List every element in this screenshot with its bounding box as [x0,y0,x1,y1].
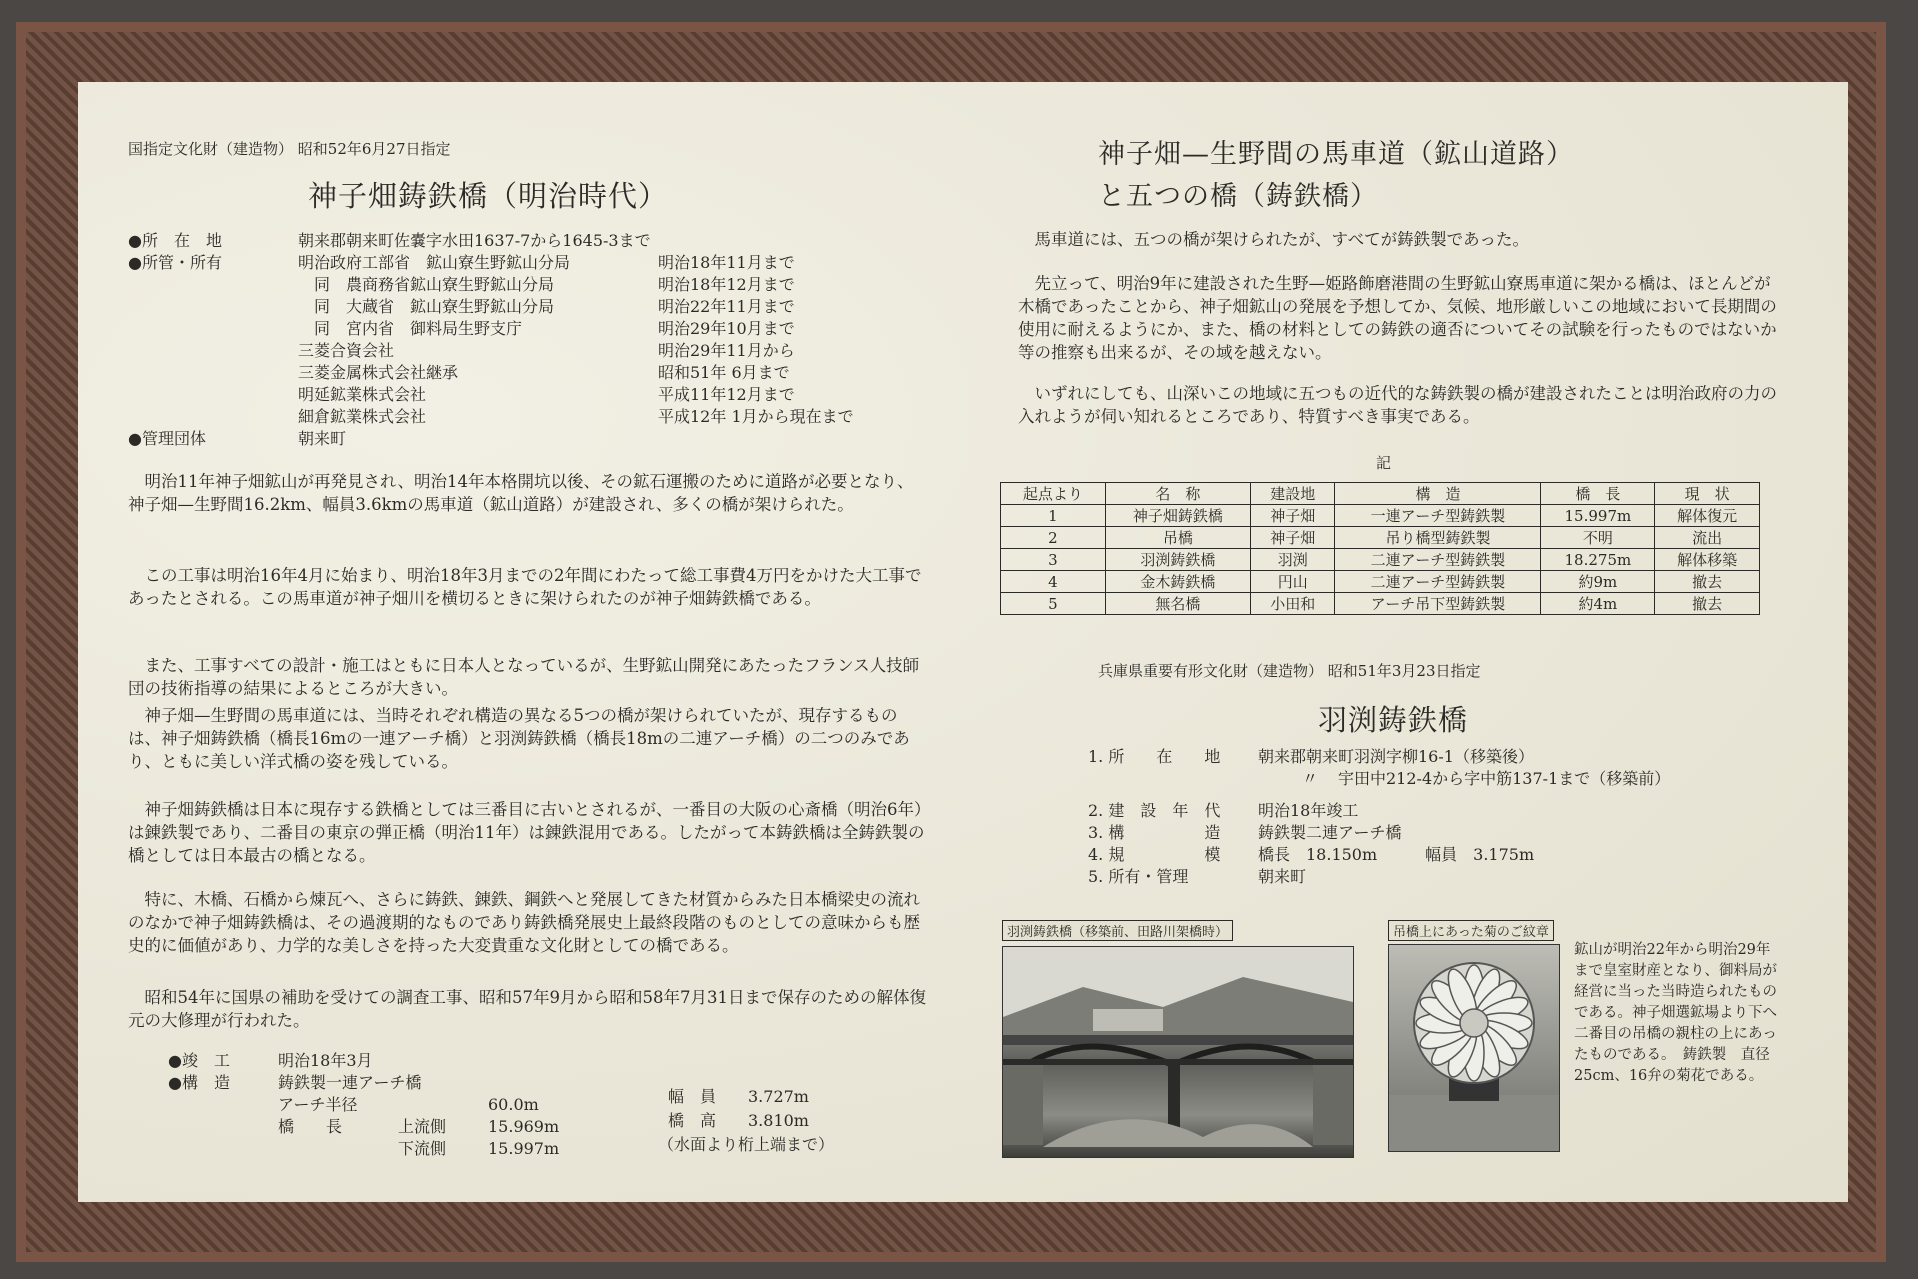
info-row: 明延鉱業株式会社 平成11年12月まで [298,385,795,404]
designation2-label: 兵庫県重要有形文化財（建造物） 昭和51年3月23日指定 [1098,662,1481,680]
photo2-note: 鉱山が明治22年から明治29年まで皇室財産となり、御料局が経営に当った当時造られたものである。神子畑選鉱場より下へ二番目の吊橋の親柱の上にあったものである。 鋳鉄製 直径25cm、16弁の菊花である。 [1574,942,1777,1084]
information-sign-panel [78,82,1848,1202]
info2-row: 5. 所有・管理 朝来町 [1088,867,1307,886]
info2-row: 2. 建 設 年 代 明治18年竣工 [1088,801,1359,820]
bridge-photo-image [1003,947,1353,1157]
main-title: 神子畑鋳鉄橋（明治時代） [308,179,669,213]
table-row: 3 羽渕鋳鉄橋 羽渕 二連アーチ型鋳鉄製 18.275m 解体移築 [1001,549,1760,571]
info-row: ●所管・所有 明治政府工部省 鉱山寮生野鉱山分局 明治18年11月まで [128,253,795,272]
photo2-caption: 吊橋上にあった菊のご紋章 [1388,920,1554,941]
info2-list [1088,746,1808,888]
info-row: ●管理団体 朝来町 [128,429,347,448]
info2-row: 〃 宇田中212-4から字中筋137-1まで（移築前） [1301,769,1671,788]
table-caption: 記 [1376,454,1392,472]
bridge-table [1000,482,1760,615]
info-list [128,230,858,450]
info-row: 三菱金属株式会社継承 昭和51年 6月まで [298,363,790,382]
info-row: 細倉鉱業株式会社 平成12年 1月から現在まで [298,407,854,426]
info-row: 同 大蔵省 鉱山寮生野鉱山分局 明治22年11月まで [298,297,795,316]
info-row: 同 農商務省鉱山寮生野鉱山分局 明治18年12月まで [298,275,795,294]
paragraph: いずれにしても、山深いこの地域に五つもの近代的な鋳鉄製の橋が建設されたことは明治政府の力の入れようが伺い知れるところであり、特質すべき事実である。 [1018,384,1777,426]
info-row: ●所 在 地 朝来郡朝来町佐嚢字水田1637-7から1645-3まで [128,231,651,250]
paragraph: 明治11年神子畑鉱山が再発見され、明治14年本格開坑以後、その鉱石運搬のために道路が必要となり、神子畑—生野間16.2km、幅員3.6kmの馬車道（鉱山道路）が建設され、多くの橋が架けられた。 [128,472,914,514]
chrysanthemum-crest-icon [1389,945,1559,1151]
paragraph: 神子畑鋳鉄橋は日本に現存する鉄橋としては三番目に古いとされるが、一番目の大阪の心斎橋（明治6年）は錬鉄製であり、二番目の東京の弾正橋（明治11年）は錬鉄混用である。したがって本鋳鉄橋は全鋳鉄製の橋としては日本最古の橋となる。 [128,800,925,865]
table-row: 1 神子畑鋳鉄橋 神子畑 一連アーチ型鋳鉄製 15.997m 解体復元 [1001,505,1760,527]
second-title: 羽渕鋳鉄橋 [1318,703,1469,737]
table-row: 4 金木鋳鉄橋 円山 二連アーチ型鋳鉄製 約9m 撤去 [1001,571,1760,593]
table-row: 5 無名橋 小田和 アーチ吊下型鋳鉄製 約4m 撤去 [1001,593,1760,615]
info2-row: 3. 構 造 鋳鉄製二連アーチ橋 [1088,823,1402,842]
paragraph: 先立って、明治9年に建設された生野—姫路飾磨港間の生野鉱山寮馬車道に架かる橋は、ほとんどが木橋であったことから、神子畑鉱山の発展を予想してか、気候、地形厳しいこの地域において長期間の使用に耐えるようにか、また、橋の材料としての鋳鉄の適否についてその試験を行ったものではないか等の推察も出来るが、その域を越えない。 [1018,274,1777,362]
photo1-caption: 羽渕鋳鉄橋（移築前、田路川架橋時） [1002,920,1233,941]
info-row: 三菱合資会社 明治29年11月から [298,341,795,360]
paragraph: また、工事すべての設計・施工はともに日本人となっているが、生野鉱山開発にあたったフランス人技師団の技術指導の結果によるところが大きい。 [128,656,920,698]
table-header-row: 起点より 名 称 建設地 構 造 橋 長 現 状 [1001,483,1760,505]
designation-label: 国指定文化財（建造物） 昭和52年6月27日指定 [128,140,451,158]
info2-row: 4. 規 模 橋長 18.150m 幅員 3.175m [1088,845,1535,864]
table-row: 2 吊橋 神子畑 吊り橋型鋳鉄製 不明 流出 [1001,527,1760,549]
paragraph: この工事は明治16年4月に始まり、明治18年3月までの2年間にわたって総工事費4万円をかけた大工事であったとされる。この馬車道が神子畑川を横切るときに架けられたのが神子畑鋳鉄橋である。 [128,566,922,608]
paragraph: 神子畑—生野間の馬車道には、当時それぞれ構造の異なる5つの橋が架けられていたが、現存するものは、神子畑鋳鉄橋（橋長16mの一連アーチ橋）と羽渕鋳鉄橋（橋長18mの二連アーチ橋）の二つのみであり、ともに美しい洋式橋の姿を残している。 [128,706,910,771]
right-title-line1: 神子畑—生野間の馬車道（鉱山道路） [1098,139,1574,170]
specs-block: ●竣 工 明治18年3月 ●構 造 鋳鉄製一連アーチ橋 アーチ半径 60.0m 幅 員 3.727m 橋 長 上流側 15.969m 橋 高 3.810m 下流側 15.997m （水面より桁上端まで） [168,1051,835,1158]
right-title-line2: と五つの橋（鋳鉄橋） [1098,181,1378,212]
info2-row: 1. 所 在 地 朝来郡朝来町羽渕字柳16-1（移築後） [1088,747,1534,766]
paragraph: 特に、木橋、石橋から煉瓦へ、さらに鋳鉄、錬鉄、鋼鉄へと発展してきた材質からみた日本橋梁史の流れのなかで神子畑鋳鉄橋は、その過渡期的なものであり鋳鉄橋発展史上最終段階のものとしての意味からも歴史的に価値があり、力学的な美しさを持った大変貴重な文化財としての橋である。 [128,890,920,955]
paragraph: 昭和54年に国県の補助を受けての調査工事、昭和57年9月から昭和58年7月31日まで保存のための解体復元の大修理が行われた。 [128,988,926,1030]
paragraph: 馬車道には、五つの橋が架けられたが、すべてが鋳鉄製であった。 [1034,230,1530,249]
chrysanthemum-crest-photo [1388,944,1560,1152]
bridge-photo [1002,946,1354,1158]
info-row: 同 宮内省 御料局生野支庁 明治29年10月まで [298,319,795,338]
